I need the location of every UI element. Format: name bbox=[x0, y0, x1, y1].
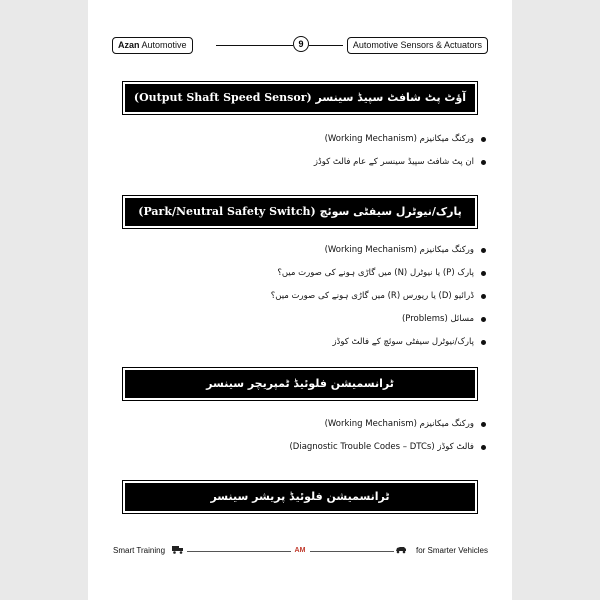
section-list-output-shaft bbox=[156, 134, 486, 180]
header-rule-left bbox=[216, 45, 293, 46]
section-title-ur: پارک/نیوٹرل سیفٹی سوئچ bbox=[319, 205, 462, 218]
section-list-fluid-temp bbox=[156, 419, 486, 465]
list-item: پارک/نیوٹرل سیفٹی سوئچ کے فالٹ کوڈز bbox=[156, 337, 486, 348]
footer-rule-left bbox=[187, 551, 291, 552]
list-item: ڈرائیو (D) یا ریورس (R) میں گاڑی ہونے کی صورت میں؟ bbox=[156, 291, 486, 302]
header-book-title: Automotive Sensors & Actuators bbox=[347, 37, 488, 54]
section-title-en: (Park/Neutral Safety Switch) bbox=[138, 205, 316, 218]
header-rule-right bbox=[309, 45, 343, 46]
page-number: 9 bbox=[293, 36, 309, 52]
document-page bbox=[88, 0, 512, 600]
section-banner-park-neutral bbox=[125, 198, 475, 226]
section-title-ur: ٹرانسمیشن فلوئیڈ پریشر سینسر bbox=[210, 490, 390, 503]
section-list-park-neutral bbox=[156, 245, 486, 360]
section-title-ur: آؤٹ پٹ شافٹ سپیڈ سینسر bbox=[315, 91, 467, 104]
footer-right-text: for Smarter Vehicles bbox=[415, 546, 488, 555]
list-item: ورکنگ میکانیزم (Working Mechanism) bbox=[156, 134, 486, 145]
list-item: پارک (P) یا نیوٹرل (N) میں گاڑی ہونے کی صورت میں؟ bbox=[156, 268, 486, 279]
list-item: ان پٹ شافٹ سپیڈ سینسر کے عام فالٹ کوڈز bbox=[156, 157, 486, 168]
list-item: ورکنگ میکانیزم (Working Mechanism) bbox=[156, 419, 486, 430]
section-title-ur: ٹرانسمیشن فلوئیڈ ٹمپریچر سینسر bbox=[206, 377, 394, 390]
section-banner-fluid-pressure bbox=[125, 483, 475, 511]
section-title-en: (Output Shaft Speed Sensor) bbox=[133, 91, 312, 104]
header-brand-bold: Azan bbox=[118, 40, 140, 50]
car-icon bbox=[395, 545, 407, 554]
list-item: ورکنگ میکانیزم (Working Mechanism) bbox=[156, 245, 486, 256]
header-brand-rest: Automotive bbox=[139, 40, 187, 50]
footer-left-text: Smart Training bbox=[113, 546, 166, 555]
header-brand bbox=[112, 37, 193, 54]
truck-icon bbox=[172, 545, 184, 554]
list-item: مسائل (Problems) bbox=[156, 314, 486, 325]
list-item: فالٹ کوڈز (Diagnostic Trouble Codes – DTCs) bbox=[156, 442, 486, 453]
footer-rule-right bbox=[310, 551, 394, 552]
section-banner-fluid-temp bbox=[125, 370, 475, 398]
section-banner-output-shaft bbox=[125, 84, 475, 112]
footer-logo: AM bbox=[294, 547, 306, 554]
